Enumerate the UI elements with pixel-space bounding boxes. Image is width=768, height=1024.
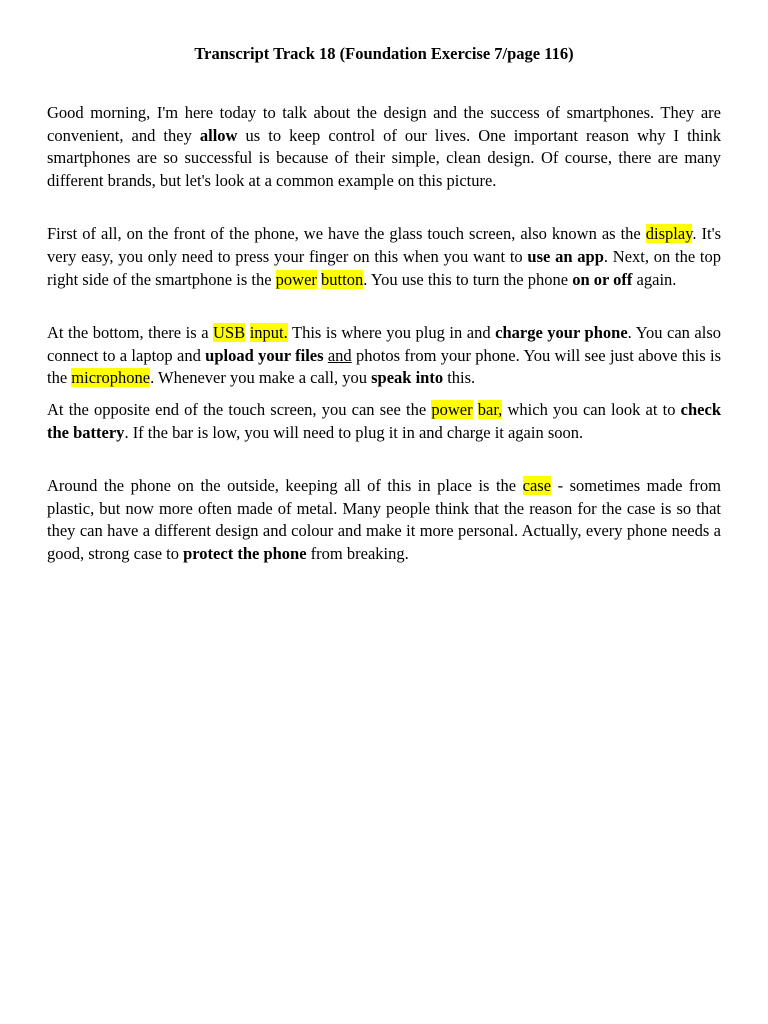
text-segment: At the opposite end of the touch screen, you can see the — [47, 399, 432, 419]
text-segment: . You can also connect to a laptop and — [47, 323, 722, 365]
highlighted-term: display — [645, 224, 693, 244]
text-segment: us to keep control of our lives. One important reason why I think smartphones are so successful is because of their simple, clean design. Of course, there are many different brands, but let's look at a common example on this picture. — [47, 125, 722, 190]
text-segment: this. — [443, 368, 476, 388]
text-segment: Around the phone on the outside, keeping all of this in place is the — [47, 476, 523, 496]
bold-term: protect the phone — [183, 543, 307, 563]
text-segment: photos from your phone. You will see just above this is the — [47, 345, 721, 388]
text-segment: from breaking. — [306, 543, 409, 563]
highlighted-term: microphone — [71, 368, 151, 388]
highlighted-term: power — [275, 269, 317, 289]
text-segment: . If the bar is low, you will need to plug it in and charge it again soon. — [124, 422, 584, 442]
text-segment: . Whenever you make a call, you — [150, 368, 372, 388]
paragraph-display — [47, 223, 721, 291]
text-segment: which you can look at to — [502, 399, 681, 419]
highlighted-term: input. — [249, 323, 288, 343]
paragraph-usb — [47, 322, 721, 390]
text-segment: Good morning, I'm here today to talk about the design and the success of smartphones. They are convenient, and they — [47, 103, 721, 145]
text-segment: This is where you plug in and — [287, 323, 496, 343]
text-segment: again. — [632, 269, 677, 289]
highlighted-term: case — [522, 476, 552, 496]
text-segment: At the bottom, there is a — [47, 323, 214, 343]
bold-term: speak into — [371, 368, 444, 388]
paragraph-intro — [47, 102, 721, 192]
bold-term: allow — [199, 125, 238, 145]
bold-term: on or off — [572, 269, 633, 289]
paragraph-power-bar — [47, 399, 721, 444]
text-segment — [473, 400, 478, 419]
bold-term: use an app — [527, 246, 604, 266]
bold-term: upload your files — [205, 345, 324, 365]
underlined-term: and — [327, 345, 352, 365]
highlighted-term: USB — [213, 323, 246, 343]
highlighted-term: bar, — [477, 399, 503, 419]
text-segment: . You use this to turn the phone — [363, 269, 573, 289]
paragraph-case — [47, 475, 721, 565]
text-segment: - sometimes made from plastic, but now more often made of metal. Many people think that the reason for the case is so that they can have a different design and colour and make it more personal. Actually, every phone needs a good, strong case to — [47, 476, 721, 563]
text-segment: First of all, on the front of the phone, we have the glass touch screen, also known as the — [47, 224, 646, 244]
document-title: Transcript Track 18 (Foundation Exercise 7/page 116) — [194, 44, 574, 63]
highlighted-term: power — [431, 399, 473, 419]
bold-term: check the battery — [47, 399, 721, 442]
bold-term: charge your phone — [495, 323, 628, 343]
text-segment: . It's very easy, you only need to press your finger on this when you want to — [47, 224, 721, 266]
text-segment: . Next, on the top right side of the smartphone is the — [47, 246, 721, 289]
highlighted-term: button — [321, 269, 364, 289]
